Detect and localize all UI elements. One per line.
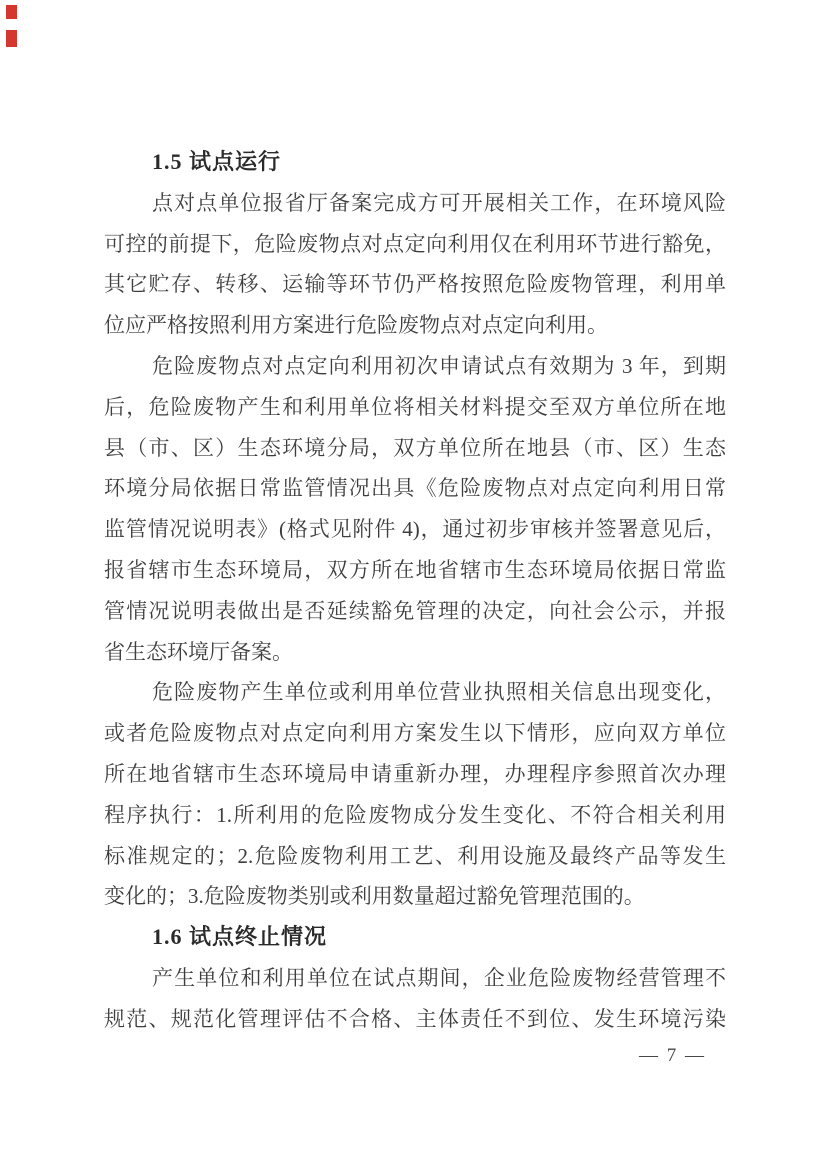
paragraph <box>104 672 726 917</box>
text-line: 其它贮存、转移、运输等环节仍严格按照危险废物管理，利用单 <box>104 272 726 297</box>
section-heading: 1.5 试点运行 <box>152 149 282 174</box>
text-line: 规范、规范化管理评估不合格、主体责任不到位、发生环境污染 <box>104 1006 726 1031</box>
text-line: 点对点单位报省厅备案完成方可开展相关工作，在环境风险 <box>152 190 726 215</box>
text-line: 省生态环境厅备案。 <box>104 639 293 664</box>
text-line: 管情况说明表做出是否延续豁免管理的决定，向社会公示，并报 <box>104 598 726 623</box>
scan-red-mark-top <box>6 5 17 19</box>
text-line: 环境分局依据日常监管情况出具《危险废物点对点定向利用日常 <box>104 476 726 501</box>
section-heading: 1.6 试点终止情况 <box>152 924 328 950</box>
text-line: 位应严格按照利用方案进行危险废物点对点定向利用。 <box>104 313 608 338</box>
text-line: 县（市、区）生态环境分局，双方单位所在地县（市、区）生态 <box>104 435 726 460</box>
text-line: 报省辖市生态环境局，双方所在地省辖市生态环境局依据日常监 <box>104 557 726 582</box>
text-line: 程序执行：1.所利用的危险废物成分发生变化、不符合相关利用 <box>104 802 726 827</box>
text-line: 或者危险废物点对点定向利用方案发生以下情形，应向双方单位 <box>104 721 726 746</box>
text-line: 危险废物产生单位或利用单位营业执照相关信息出现变化， <box>152 680 726 705</box>
scan-red-mark-bottom <box>6 30 17 47</box>
text-line: 监管情况说明表》(格式见附件 4)，通过初步审核并签署意见后， <box>104 517 726 542</box>
paragraph <box>104 958 726 1040</box>
text-line: 后，危险废物产生和利用单位将相关材料提交至双方单位所在地 <box>104 394 726 419</box>
page-number: — 7 — <box>639 1045 706 1066</box>
text-line: 产生单位和利用单位在试点期间，企业危险废物经营管理不 <box>152 965 726 990</box>
paragraph <box>104 183 726 346</box>
text-line: 所在地省辖市生态环境局申请重新办理，办理程序参照首次办理 <box>104 761 726 786</box>
text-line: 标准规定的；2.危险废物利用工艺、利用设施及最终产品等发生 <box>104 843 726 868</box>
text-line: 变化的；3.危险废物类别或利用数量超过豁免管理范围的。 <box>104 884 645 909</box>
document-body <box>104 142 726 1040</box>
text-line: 可控的前提下，危险废物点对点定向利用仅在利用环节进行豁免， <box>104 231 726 256</box>
text-line: 危险废物点对点定向利用初次申请试点有效期为 3 年，到期 <box>152 353 726 378</box>
paragraph <box>104 346 726 672</box>
